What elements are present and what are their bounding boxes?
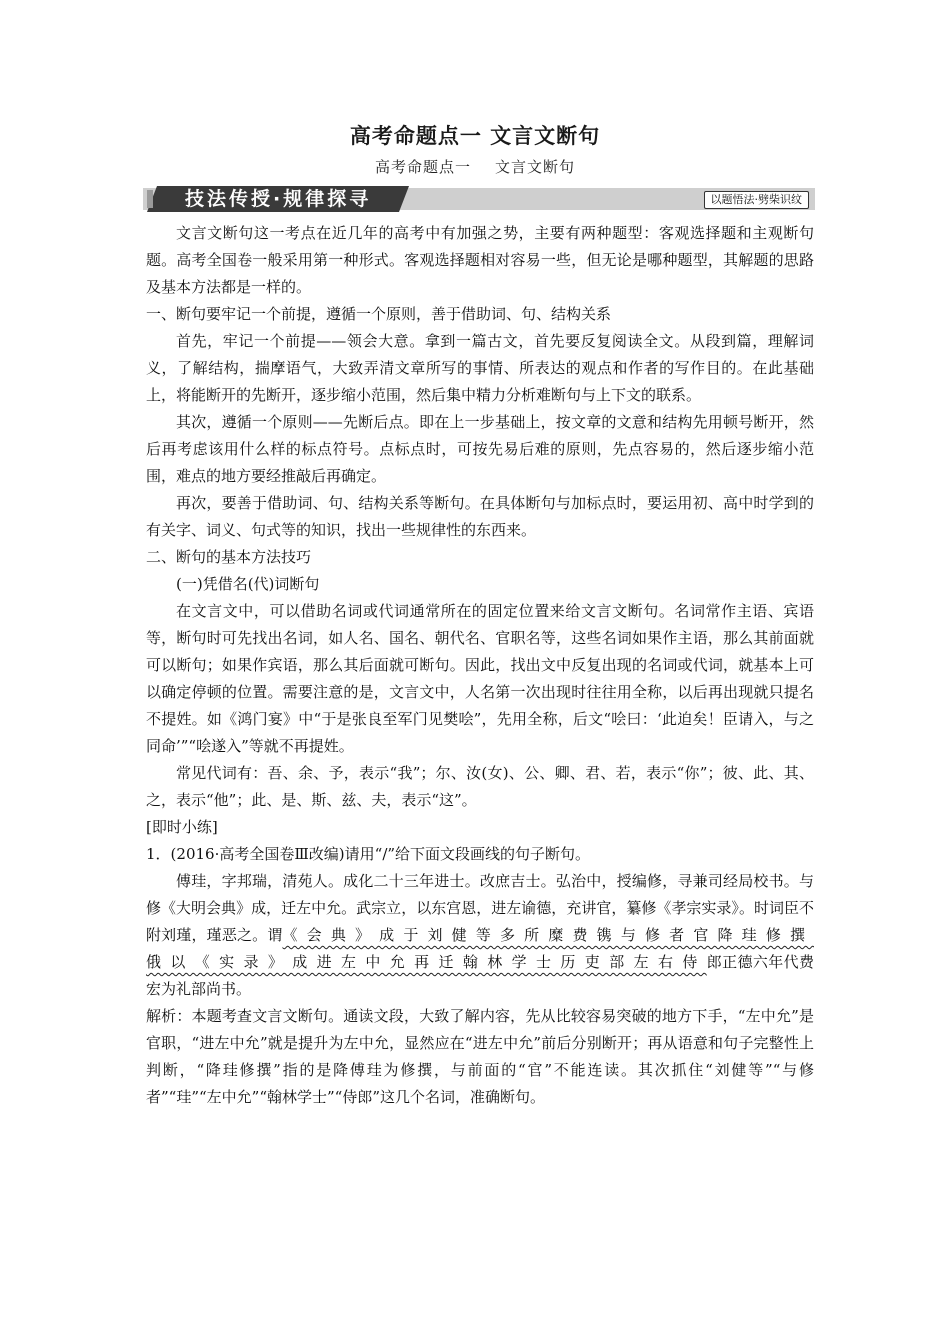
section-heading-2: 二、断句的基本方法技巧	[146, 548, 312, 566]
passage-underlined-sentence: 《会典》成于刘健等多所糜费镌与修者官降珪修撰俄以《实录》成进左中允再迁翰林学士历吏部左右侍	[146, 926, 814, 971]
banner-title: 技法传授·规律探寻	[185, 188, 372, 210]
paragraph-first: 首先，牢记一个前提——领会大意。拿到一篇古文，首先要反复阅读全文。从段到篇，理解词义，了解结构，揣摩语气，大致弄清文章所写的事情、所表达的观点和作者的写作目的。在此基础上，将能断开的先断开，逐步缩小范围，然后集中精力分析难断句与上下文的联系。	[146, 332, 814, 404]
paragraph-nouns: 在文言文中，可以借助名词或代词通常所在的固定位置来给文言文断句。名词常作主语、宾语等，断句时可先找出名词，如人名、国名、朝代名、官职名等，这些名词如果作主语，那么其前面就可以断句；如果作宾语，那么其后面就可断句。因此，找出文中反复出现的名词或代词，就基本上可以确定停顿的位置。需要注意的是，文言文中，人名第一次出现时往往用全称，以后再出现就只提名不提姓。如《鸿门宴》中“于是张良至军门见樊哙”，先用全称，后文“哙曰：‘此迫矣！臣请入，与之同命’”“哙遂入”等就不再提姓。	[146, 602, 814, 755]
document-body	[146, 220, 814, 1111]
paragraph-third: 再次，要善于借助词、句、结构关系等断句。在具体断句与加标点时，要运用初、高中时学到的有关字、词义、句式等的知识，找出一些规律性的东西来。	[146, 494, 814, 539]
analysis-paragraph: 解析：本题考查文言文断句。通读文段，大致了解内容，先从比较容易突破的地方下手，“左中允”是官职，“进左中允”就是提升为左中允，显然应在“进左中允”前后分别断开；再从语意和句子完整性上判断，“降珪修撰”指的是降傅珪为修撰，与前面的“官”不能连读。其次抓住“刘健等”“与修者”“珪”“左中允”“翰林学士”“侍郎”这几个名词，准确断句。	[146, 1007, 814, 1106]
subtitle-part-a: 高考命题点一	[374, 158, 471, 176]
passage-text-start: 傅珪，字邦瑞，清苑人。成化二十三年进士。改庶吉士。弘治中，授编修，寻兼司经局校书。与修《大明会典》成，迁左中允。武宗立，以东宫恩，进左谕德，充讲官，纂修《孝宗实录》。时词臣不附刘瑾，瑾恶之。谓	[146, 872, 814, 944]
intro-paragraph: 文言文断句这一考点在近几年的高考中有加强之势，主要有两种题型：客观选择题和主观断句题。高考全国卷一般采用第一种形式。客观选择题相对容易一些，但无论是哪种题型，其解题的思路及基本方法都是一样的。	[146, 224, 814, 296]
subtitle-part-b: 文言文断句	[495, 158, 576, 176]
passage-text-end: 郎正德六年代费宏为礼部尚书。	[146, 953, 814, 998]
paragraph-pronouns: 常见代词有：吾、余、予，表示“我”；尔、汝(女)、公、卿、君、若，表示“你”；彼、此、其、之，表示“他”；此、是、斯、兹、夫，表示“这”。	[146, 764, 814, 809]
section-banner	[143, 186, 815, 212]
question-passage	[146, 868, 814, 1003]
subsection-heading: (一)凭借名(代)词断句	[176, 575, 320, 593]
page-title: 高考命题点一 文言文断句	[349, 123, 601, 148]
question-1: 1．(2016·高考全国卷Ⅲ改编)请用“/”给下面文段画线的句子断句。	[146, 845, 591, 863]
practice-label: [即时小练]	[146, 818, 218, 836]
banner-tag: 以题悟法·劈柴识纹	[704, 191, 810, 209]
paragraph-second: 其次，遵循一个原则——先断后点。即在上一步基础上，按文章的文意和结构先用顿号断开，然后再考虑该用什么样的标点符号。点标点时，可按先易后难的原则，先点容易的，然后逐步缩小范围，难点的地方要经推敲后再确定。	[146, 413, 814, 485]
page-subtitle	[0, 156, 950, 177]
section-heading-1: 一、断句要牢记一个前提，遵循一个原则，善于借助词、句、结构关系	[146, 305, 612, 323]
